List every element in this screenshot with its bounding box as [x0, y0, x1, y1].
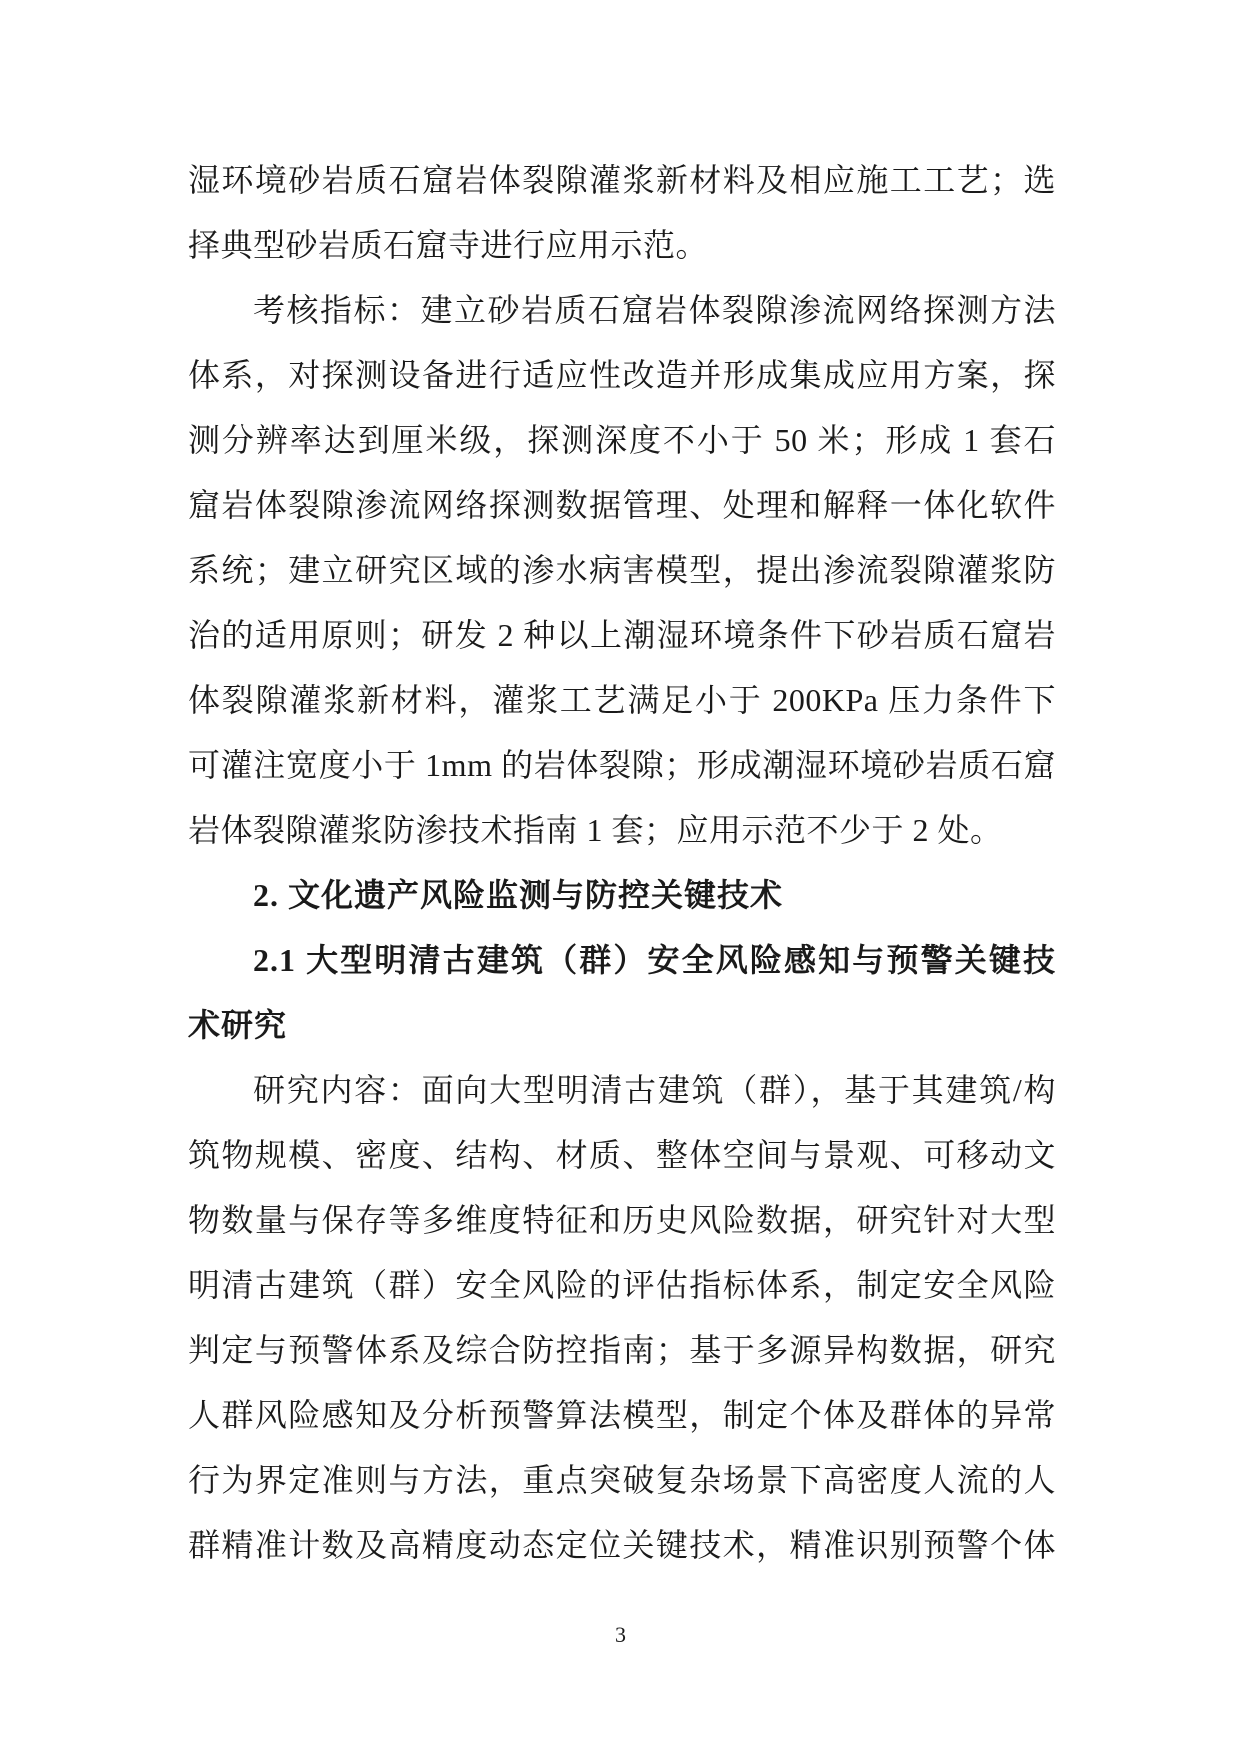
text-line: 研究内容：面向大型明清古建筑（群），基于其建筑/构	[253, 1072, 1056, 1108]
text-line: 治的适用原则；研发 2 种以上潮湿环境条件下砂岩质石窟岩	[188, 617, 1056, 653]
subsection-heading: 2.1 大型明清古建筑（群）安全风险感知与预警关键技	[253, 942, 1056, 978]
document-body	[188, 148, 1056, 1578]
text-line: 群精准计数及高精度动态定位关键技术，精准识别预警个体	[188, 1527, 1056, 1563]
text-line: 体裂隙灌浆新材料，灌浆工艺满足小于 200KPa 压力条件下	[188, 682, 1056, 718]
text-line: 体系，对探测设备进行适应性改造并形成集成应用方案，探	[188, 357, 1056, 393]
text-line: 岩体裂隙灌浆防渗技术指南 1 套；应用示范不少于 2 处。	[188, 812, 1003, 848]
text-line: 测分辨率达到厘米级，探测深度不小于 50 米；形成 1 套石	[188, 422, 1056, 458]
section-heading: 2. 文化遗产风险监测与防控关键技术	[253, 877, 784, 913]
page-number: 3	[615, 1622, 626, 1647]
text-line: 物数量与保存等多维度特征和历史风险数据，研究针对大型	[188, 1202, 1056, 1238]
text-line: 窟岩体裂隙渗流网络探测数据管理、处理和解释一体化软件	[188, 487, 1056, 523]
text-line: 行为界定准则与方法，重点突破复杂场景下高密度人流的人	[188, 1462, 1056, 1498]
text-line: 系统；建立研究区域的渗水病害模型，提出渗流裂隙灌浆防	[188, 552, 1056, 588]
text-line: 判定与预警体系及综合防控指南；基于多源异构数据，研究	[188, 1332, 1056, 1368]
text-line: 湿环境砂岩质石窟岩体裂隙灌浆新材料及相应施工工艺；选	[188, 162, 1056, 198]
text-line: 考核指标：建立砂岩质石窟岩体裂隙渗流网络探测方法	[253, 292, 1056, 328]
text-line: 择典型砂岩质石窟寺进行应用示范。	[188, 227, 709, 263]
text-line: 明清古建筑（群）安全风险的评估指标体系，制定安全风险	[188, 1267, 1056, 1303]
subsection-heading-continued: 术研究	[188, 1007, 288, 1043]
text-line: 人群风险感知及分析预警算法模型，制定个体及群体的异常	[188, 1397, 1056, 1433]
text-line: 可灌注宽度小于 1mm 的岩体裂隙；形成潮湿环境砂岩质石窟	[188, 747, 1056, 783]
text-line: 筑物规模、密度、结构、材质、整体空间与景观、可移动文	[188, 1137, 1056, 1173]
